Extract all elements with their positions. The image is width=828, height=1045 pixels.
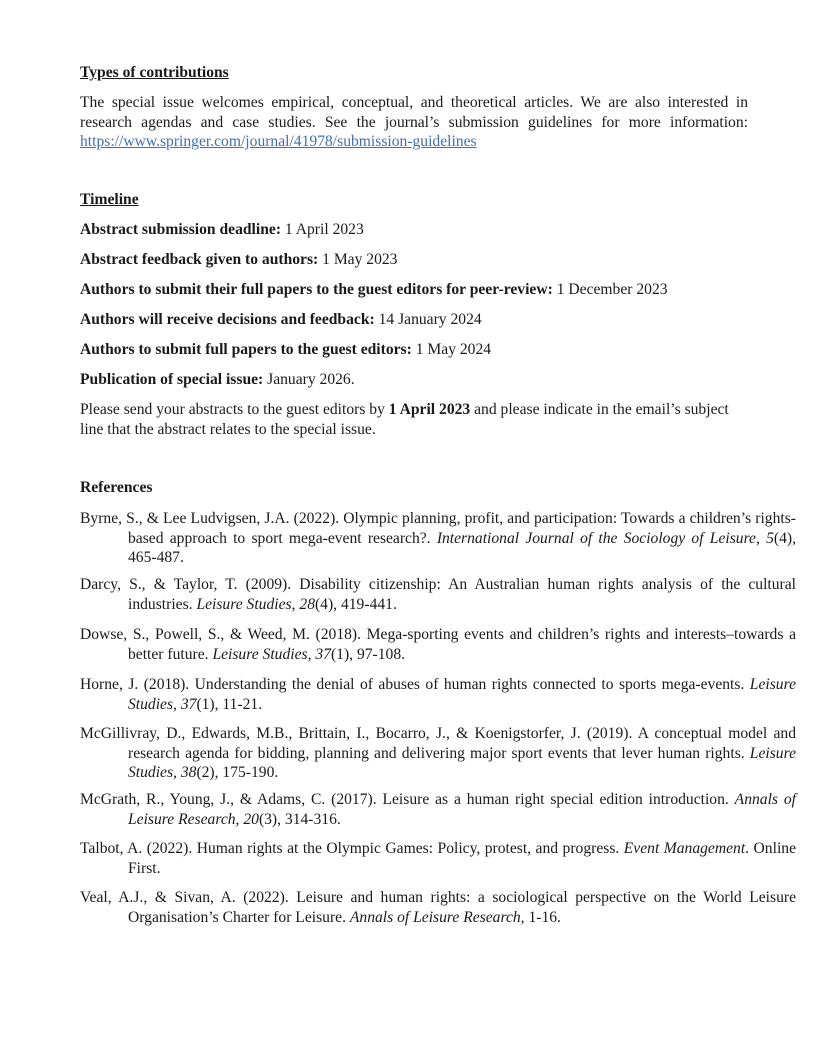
timeline-item-value: 1 May 2024 [411,341,492,358]
reference-text: Dowse, S., Powell, S., & Weed, M. (2018). Mega-sporting events and children’s rights and interests–towards a better future. [80,626,796,663]
reference-entry [80,575,796,614]
contributions-paragraph [80,93,748,152]
reference-source: International Journal of the Sociology of Leisure, 5 [436,529,774,547]
contributions-body: The special issue welcomes empirical, conceptual, and theoretical articles. We are also interested in research agendas and case studies. See the journal’s submission guidelines for more information: [80,94,748,131]
timeline-item-label: Abstract submission deadline: [80,221,282,238]
timeline-item [80,310,748,330]
reference-text: , 1-16. [520,908,561,926]
timeline-item [80,280,748,300]
timeline-note-deadline: 1 April 2023 [388,401,471,418]
reference-volume: 28 [299,595,315,613]
timeline-item [80,220,748,240]
timeline-item-label: Authors to submit their full papers to the guest editors for peer-review: [80,281,553,298]
timeline-item-value: 1 December 2023 [552,281,668,298]
timeline-item-value: January 2026. [263,371,355,388]
timeline-item [80,250,748,270]
reference-volume: 38 [180,764,197,781]
reference-text: (1), 97-108. [330,645,406,663]
reference-source: Annals of Leisure Research, 20 [128,791,796,828]
timeline-note [80,400,748,439]
timeline-item-value: 14 January 2024 [374,311,482,328]
timeline-note-text: and please indicate in the email’s subject line that the abstract relates to the special issue. [80,401,729,438]
reference-text: (2), 175-190. [196,764,279,781]
reference-entry [80,724,796,783]
reference-text: Talbot, A. (2022). Human rights at the Olympic Games: Policy, protest, and progress. [80,840,624,857]
reference-text: . Online First. [128,840,796,877]
references-heading: References [80,479,153,496]
reference-entry [80,675,796,714]
reference-source: Leisure Studies [196,595,292,613]
timeline-item [80,370,748,390]
timeline-item-value: 1 April 2023 [281,221,364,238]
timeline-item-label: Authors will receive decisions and feedback: [80,311,375,328]
timeline-item-value: 1 May 2023 [318,251,398,268]
timeline-item-label: Publication of special issue: [80,371,264,388]
reference-entry [80,509,796,568]
reference-text: (1), 11-21. [196,695,263,713]
reference-text: (4), 465-487. [128,529,796,566]
reference-text: (3), 314-316. [258,810,341,828]
reference-source: Leisure Studies, 37 [128,676,796,713]
reference-text: McGillivray, D., Edwards, M.B., Brittain, I., Bocarro, J., & Koenigstorfer, J. (2019). A conceptual model and research agenda for bidding, planning and delivering major sport events that lever human rights. [80,725,796,762]
reference-text: Darcy, S., & Taylor, T. (2009). Disability citizenship: An Australian human rights analysis of the cultural industries. [80,576,796,613]
timeline-item-label: Authors to submit full papers to the guest editors: [80,341,412,358]
submission-guidelines-link[interactable]: https://www.springer.com/journal/41978/submission-guidelines [80,133,477,150]
reference-text: , [173,764,181,781]
reference-text: Horne, J. (2018). Understanding the denial of abuses of human rights connected to sports mega-events. [80,676,750,693]
reference-text: Byrne, S., & Lee Ludvigsen, J.A. (2022). Olympic planning, profit, and participation: Towards a children’s rights-based approach to sport mega-event research?. [80,510,796,547]
reference-source: Leisure Studies [128,744,796,781]
timeline-heading: Timeline [80,191,139,208]
timeline-note-text: Please send your abstracts to the guest editors by [80,401,389,418]
contributions-heading: Types of contributions [80,64,229,81]
reference-entry [80,625,796,664]
reference-source: Leisure Studies, 37 [212,645,331,663]
reference-source: Event Management [623,840,746,857]
reference-entry [80,839,796,878]
reference-text: (4), 419-441. [314,595,397,613]
reference-entry [80,888,796,927]
timeline-item [80,340,748,360]
reference-text: McGrath, R., Young, J., & Adams, C. (2017). Leisure as a human right special edition introduction. [80,791,735,808]
reference-text: Veal, A.J., & Sivan, A. (2022). Leisure and human rights: a sociological perspective on the World Leisure Organisation’s Charter for Leisure. [80,889,796,926]
reference-source: Annals of Leisure Research [349,908,521,926]
reference-entry [80,790,796,829]
timeline-item-label: Abstract feedback given to authors: [80,251,319,268]
reference-text: , [291,595,300,613]
